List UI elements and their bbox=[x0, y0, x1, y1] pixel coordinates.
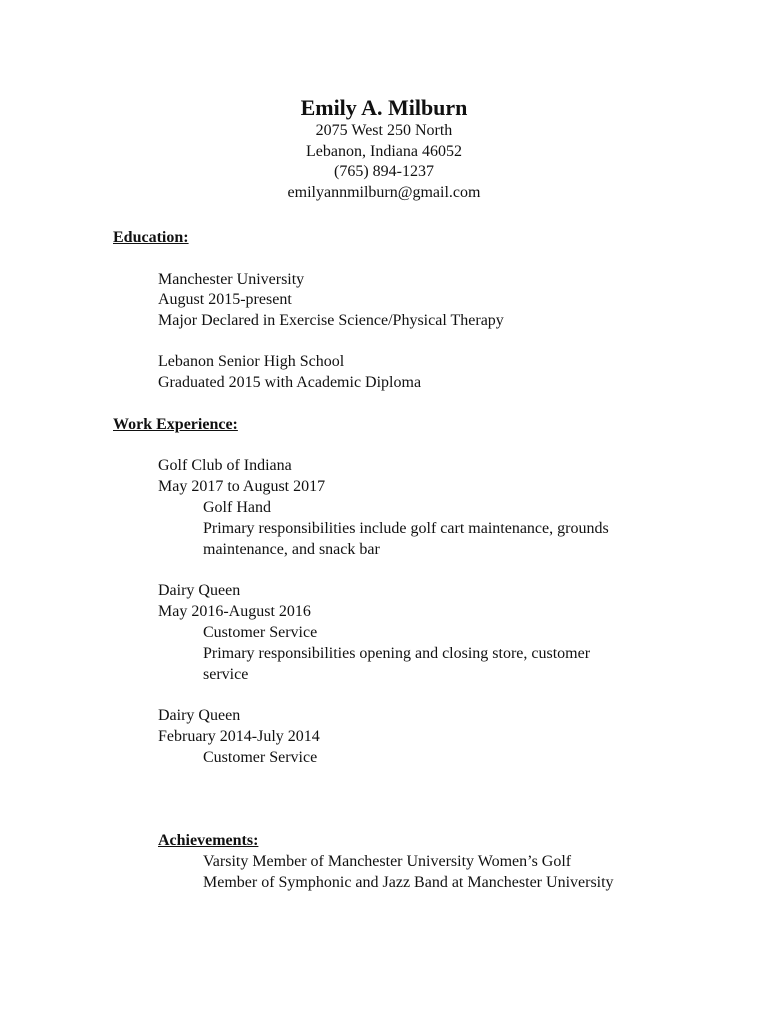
achievements-heading: Achievements: bbox=[158, 832, 259, 849]
education-school: Manchester University bbox=[158, 271, 305, 288]
work-experience-heading: Work Experience: bbox=[113, 416, 238, 433]
education-dates: August 2015-present bbox=[158, 291, 292, 308]
job-description: Primary responsibilities opening and closing store, customer bbox=[203, 645, 591, 662]
education-detail: Major Declared in Exercise Science/Physical Therapy bbox=[158, 312, 504, 329]
address-line-1: 2075 West 250 North bbox=[315, 122, 453, 139]
job-employer: Dairy Queen bbox=[158, 707, 241, 724]
job-dates: February 2014-July 2014 bbox=[158, 728, 320, 745]
job-description: Primary responsibilities include golf cart maintenance, grounds bbox=[203, 520, 609, 537]
job-employer: Dairy Queen bbox=[158, 582, 241, 599]
email-address: emilyannmilburn@gmail.com bbox=[287, 184, 481, 201]
job-title: Customer Service bbox=[203, 749, 318, 766]
job-description: maintenance, and snack bar bbox=[203, 541, 380, 558]
education-heading: Education: bbox=[113, 229, 189, 246]
education-school: Lebanon Senior High School bbox=[158, 353, 345, 370]
job-description: service bbox=[203, 666, 249, 683]
achievement-item: Member of Symphonic and Jazz Band at Manchester University bbox=[203, 874, 614, 891]
job-title: Customer Service bbox=[203, 624, 318, 641]
job-dates: May 2016-August 2016 bbox=[158, 603, 311, 620]
achievement-item: Varsity Member of Manchester University Women’s Golf bbox=[203, 853, 572, 870]
education-detail: Graduated 2015 with Academic Diploma bbox=[158, 374, 422, 391]
job-employer: Golf Club of Indiana bbox=[158, 457, 292, 474]
job-title: Golf Hand bbox=[203, 499, 271, 516]
job-dates: May 2017 to August 2017 bbox=[158, 478, 326, 495]
address-line-2: Lebanon, Indiana 46052 bbox=[306, 143, 462, 160]
phone-number: (765) 894-1237 bbox=[334, 163, 434, 180]
resume-name: Emily A. Milburn bbox=[300, 95, 468, 120]
